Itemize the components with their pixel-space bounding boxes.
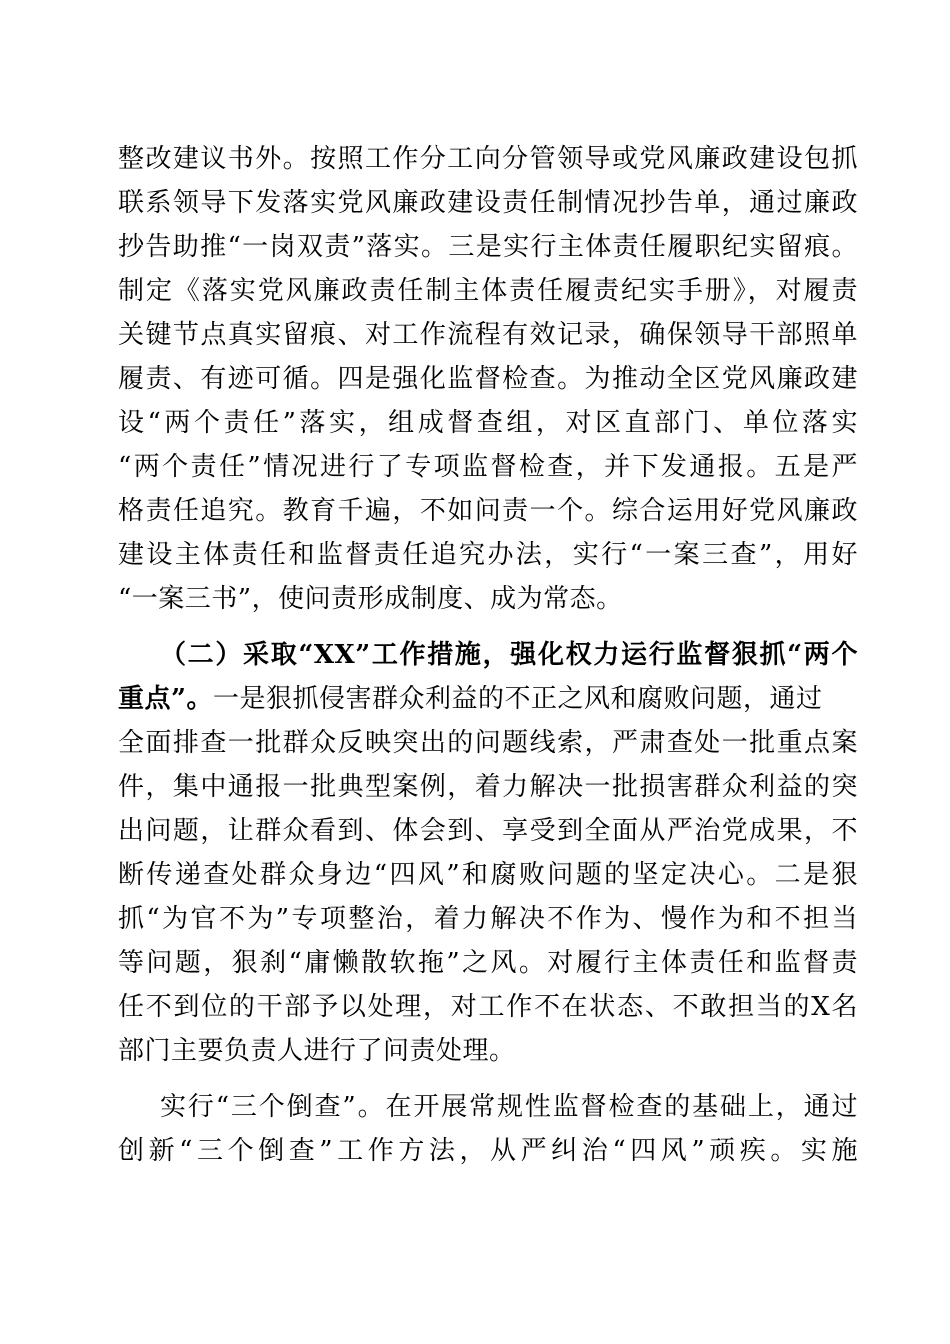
paragraph-line-mixed [118, 677, 858, 721]
section-heading: （二）采取“XX”工作措施，强化权力运行监督狠抓“两个 [160, 640, 858, 670]
paragraph-line: 格责任追究。教育千遍，不如问责一个。综合运用好党风廉政 [118, 496, 858, 526]
paragraph-line: 断传递查处群众身边“四风”和腐败问题的坚定决心。二是狠 [118, 860, 858, 890]
section-heading-end: 重点”。 [118, 684, 213, 714]
paragraph-line: 抄告助推“一岗双责”落实。三是实行主体责任履职纪实留痕。 [118, 232, 858, 262]
paragraph-line: 制定《落实党风廉政责任制主体责任履责纪实手册》，对履责 [118, 276, 858, 306]
paragraph-line: 联系领导下发落实党风廉政建设责任制情况抄告单，通过廉政 [118, 188, 858, 218]
paragraph-line: 整改建议书外。按照工作分工向分管领导或党风廉政建设包抓 [118, 144, 858, 174]
paragraph-line: “两个责任”情况进行了专项监督检查，并下发通报。五是严 [118, 452, 858, 482]
paragraph-line: 任不到位的干部予以处理，对工作不在状态、不敢担当的X名 [118, 992, 858, 1022]
paragraph-line: 履责、有迹可循。四是强化监督检查。为推动全区党风廉政建 [118, 364, 858, 394]
paragraph-text: 一是狠抓侵害群众利益的不正之风和腐败问题，通过 [212, 684, 823, 714]
paragraph-line: 出问题，让群众看到、体会到、享受到全面从严治党成果，不 [118, 816, 858, 846]
paragraph-line: 部门主要负责人进行了问责处理。 [118, 1036, 516, 1066]
paragraph-line: 创新“三个倒查”工作方法，从严纠治“四风”顽疾。实施 [118, 1136, 858, 1166]
paragraph-line: “一案三书”，使问责形成制度、成为常态。 [118, 584, 623, 614]
paragraph-line: 件，集中通报一批典型案例，着力解决一批损害群众利益的突 [118, 772, 858, 802]
paragraph-line: 等问题，狠刹“庸懒散软拖”之风。对履行主体责任和监督责 [118, 948, 858, 978]
paragraph-line: 全面排查一批群众反映突出的问题线索，严肃查处一批重点案 [118, 728, 858, 758]
paragraph-line: 抓“为官不为”专项整治，着力解决不作为、慢作为和不担当 [118, 904, 858, 934]
paragraph-line: 设“两个责任”落实，组成督查组，对区直部门、单位落实 [118, 408, 858, 438]
paragraph-line: 实行“三个倒查”。在开展常规性监督检查的基础上，通过 [160, 1092, 858, 1122]
paragraph-line: 关键节点真实留痕、对工作流程有效记录，确保领导干部照单 [118, 320, 858, 350]
paragraph-line: 建设主体责任和监督责任追究办法，实行“一案三查”，用好 [118, 540, 858, 570]
